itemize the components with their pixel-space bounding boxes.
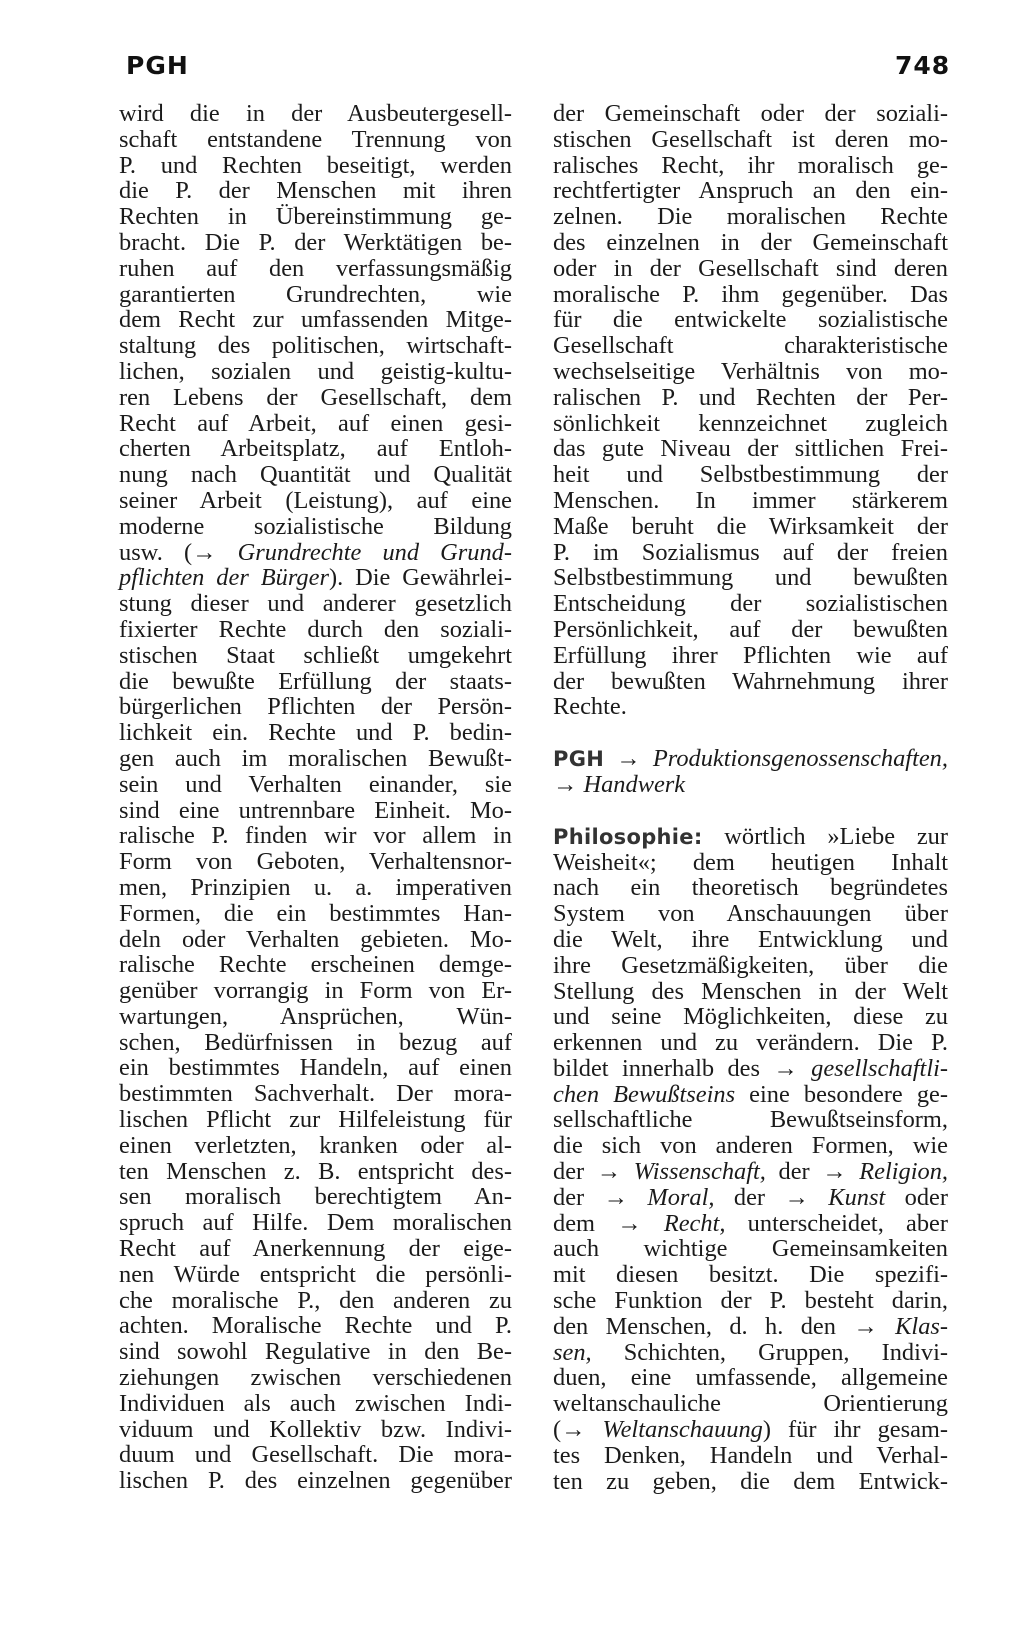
text-line: und seine Möglichkeiten, diese zu <box>553 1003 948 1031</box>
cross-reference-arrow: → <box>822 1158 847 1186</box>
text-line <box>553 1159 948 1185</box>
page-number: 748 <box>895 51 951 80</box>
text-line: duen, eine umfassende, allgemeine <box>553 1364 948 1392</box>
text-line: System von Anschauungen über <box>553 900 948 928</box>
text-line: genüber vorrangig in Form von Er- <box>119 977 512 1005</box>
text-line <box>553 1056 948 1082</box>
text-line: die bewußte Erfüllung der staats- <box>119 667 512 695</box>
text-line: erkennen und zu verändern. Die P. <box>553 1029 948 1057</box>
text-run: bildet innerhalb des <box>553 1054 774 1082</box>
text-line: ein bestimmtes Handeln, auf einen <box>119 1054 512 1082</box>
text-line: stung dieser und anderer gesetzlich <box>119 590 512 618</box>
text-line: gen auch im moralischen Bewußt- <box>119 744 512 772</box>
text-run: ( <box>553 1416 562 1444</box>
text-line: P. im Sozialismus auf der freien <box>553 538 948 566</box>
text-line: staltung des politischen, wirtschaft- <box>119 332 512 360</box>
text-line: Rechte. <box>553 693 627 721</box>
text-line: ruhen auf den verfassungsmäßig <box>119 254 512 282</box>
text-line <box>553 1185 948 1211</box>
cross-reference[interactable]: Klas- <box>877 1312 949 1340</box>
text-run: eine besondere ge- <box>735 1080 948 1108</box>
cross-reference[interactable]: Produktionsgenossenschaften, <box>652 745 948 773</box>
text-line: das gute Niveau der sittlichen Frei- <box>553 435 948 463</box>
text-run: dem <box>553 1209 618 1237</box>
text-line: rechtfertigter Anspruch an den ein- <box>553 177 948 205</box>
text-line: lischen Pflicht zur Hilfeleistung für <box>119 1106 512 1134</box>
text-line: sind sowohl Regulative in den Be- <box>119 1338 512 1366</box>
text-run: der <box>765 1158 823 1186</box>
text-line <box>553 772 948 798</box>
cross-reference-arrow: → <box>553 770 578 798</box>
text-line <box>553 1211 948 1237</box>
text-line <box>119 540 512 566</box>
cross-reference[interactable]: gesellschaftli- <box>797 1054 948 1082</box>
text-line: ralisches Recht, ihr moralisch ge- <box>553 151 948 179</box>
text-line: die Welt, ihre Entwicklung und <box>553 925 948 953</box>
entry-philosophie <box>553 824 948 850</box>
text-line <box>553 1417 948 1443</box>
text-run: Schichten, Gruppen, Indivi- <box>591 1338 948 1366</box>
text-line: wechselseitige Verhältnis von mo- <box>553 357 948 385</box>
text-line: moderne sozialistische Bildung <box>119 512 512 540</box>
text-line: der Gemeinschaft oder der soziali- <box>553 100 948 127</box>
text-line: ziehungen zwischen verschiedenen <box>119 1364 512 1392</box>
text-line: lischen P. des einzelnen gegenüber <box>119 1467 512 1495</box>
cross-reference[interactable]: Handwerk <box>583 770 686 798</box>
right-column <box>553 101 948 1494</box>
text-line: Rechten in Übereinstimmung ge- <box>119 203 512 231</box>
text-run: usw. ( <box>119 538 193 566</box>
running-head: PGH <box>126 51 189 80</box>
text-line: sind eine untrennbare Einheit. Mo- <box>119 796 512 824</box>
text-line: sellschaftliche Bewußtseinsform, <box>553 1106 948 1134</box>
text-run: der <box>714 1183 785 1211</box>
text-run: den Menschen, d. h. den <box>553 1312 854 1340</box>
text-line: bürgerlichen Pflichten der Persön- <box>119 693 512 721</box>
text-line: spruch auf Hilfe. Dem moralischen <box>119 1209 512 1237</box>
text-line: Menschen. In immer stärkerem <box>553 486 948 514</box>
cross-reference-arrow: → <box>784 1183 809 1211</box>
cross-reference[interactable]: Wissenschaft, <box>621 1158 766 1186</box>
text-line: zelnen. Die moralischen Rechte <box>553 203 948 231</box>
text-line: ralische Rechte erscheinen demge- <box>119 951 512 979</box>
text-line: P. und Rechten beseitigt, werden <box>119 151 512 179</box>
entry-headword: PGH <box>553 747 605 772</box>
text-line: schaft entstandene Trennung von <box>119 125 512 153</box>
cross-reference[interactable]: Religion, <box>846 1158 949 1186</box>
text-line: einen verletzten, kranken oder al- <box>119 1131 512 1159</box>
text-line: wartungen, Ansprüchen, Wün- <box>119 1002 512 1030</box>
text-line: ralische P. finden wir vor allem in <box>119 822 512 850</box>
cross-reference[interactable]: sen, <box>553 1338 592 1366</box>
text-line: wird die in der Ausbeutergesell- <box>119 100 512 127</box>
text-line: ten zu geben, die dem Entwick- <box>553 1467 948 1495</box>
text-line: dem Recht zur umfassenden Mitge- <box>119 306 512 334</box>
text-line: des einzelnen in der Gemeinschaft <box>553 228 948 256</box>
text-line: ralischen P. und Rechten der Per- <box>553 383 948 411</box>
text-line: bracht. Die P. der Werktätigen be- <box>119 228 512 256</box>
text-line: schen, Bedürfnissen in bezug auf <box>119 1028 512 1056</box>
text-line: seiner Arbeit (Leistung), auf eine <box>119 486 512 514</box>
text-line: ihre Gesetzmäßigkeiten, über die <box>553 951 948 979</box>
text-line: men, Prinzipien u. a. imperativen <box>119 873 512 901</box>
cross-reference-arrow: → <box>773 1054 798 1082</box>
cross-reference-arrow: → <box>561 1416 586 1444</box>
cross-reference[interactable]: Kunst <box>808 1183 886 1211</box>
cross-reference-arrow: → <box>596 1158 622 1186</box>
text-line: heit und Selbstbestimmung der <box>553 461 948 489</box>
cross-reference-arrow: → <box>192 538 217 566</box>
text-line: moralische P. ihm gegenüber. Das <box>553 280 948 308</box>
cross-reference[interactable]: Grundrechte und Grund- <box>216 538 512 566</box>
entry-gap <box>553 798 948 824</box>
cross-reference[interactable]: Weltanschauung <box>585 1416 763 1444</box>
text-line: die sich von anderen Formen, wie <box>553 1132 948 1160</box>
text-line: Recht auf Arbeit, auf einen gesi- <box>119 409 512 437</box>
left-column <box>119 101 512 1494</box>
text-line: Stellung des Menschen in der Welt <box>553 977 948 1005</box>
text-line: duum und Gesellschaft. Die mora- <box>119 1441 512 1469</box>
text-line: che moralische P., den anderen zu <box>119 1286 512 1314</box>
text-line: die P. der Menschen mit ihren <box>119 177 512 205</box>
cross-reference-arrow: → <box>617 1209 642 1237</box>
text-run: unterscheidet, aber <box>725 1209 948 1237</box>
text-line: stischen Gesellschaft ist deren mo- <box>553 125 948 153</box>
text-line: deln oder Verhalten gebieten. Mo- <box>119 925 512 953</box>
text-line: ten Menschen z. B. entspricht des- <box>119 1157 512 1185</box>
entry-gap <box>553 720 948 746</box>
text-line <box>553 1082 948 1108</box>
text-line: Gesellschaft charakteristische <box>553 332 948 360</box>
cross-reference[interactable]: Recht, <box>641 1209 726 1237</box>
text-line: ren Lebens der Gesellschaft, dem <box>119 383 512 411</box>
text-line: bestimmten Sachverhalt. Der mora- <box>119 1080 512 1108</box>
text-line: Formen, die ein bestimmtes Han- <box>119 899 512 927</box>
text-line: cherten Arbeitsplatz, auf Entloh- <box>119 435 512 463</box>
text-run: der <box>553 1183 604 1211</box>
text-line: Recht auf Anerkennung der eige- <box>119 1235 512 1263</box>
text-line: auch wichtige Gemeinsamkeiten <box>553 1235 948 1263</box>
text-line: der bewußten Wahrnehmung ihrer <box>553 667 948 695</box>
text-line: oder in der Gesellschaft sind deren <box>553 254 948 282</box>
text-line: garantierten Grundrechten, wie <box>119 280 512 308</box>
cross-reference[interactable]: Moral, <box>627 1183 715 1211</box>
text-line: fixierter Rechte durch den soziali- <box>119 615 512 643</box>
text-line: weltanschauliche Orientierung <box>553 1390 948 1418</box>
cross-reference-arrow: → <box>603 1183 628 1211</box>
text-line <box>119 565 512 591</box>
cross-reference[interactable]: chen Bewußtseins <box>553 1080 736 1108</box>
text-line <box>553 1314 948 1340</box>
text-line: nach ein theoretisch begründetes <box>553 874 948 902</box>
text-run: ). Die Gewährlei- <box>328 564 512 592</box>
text-line <box>553 1340 948 1366</box>
text-line: nung nach Quantität und Qualität <box>119 461 512 489</box>
cross-reference-arrow: → <box>853 1312 878 1340</box>
text-run: ) für ihr gesam- <box>762 1416 948 1444</box>
entry-pgh <box>553 746 948 772</box>
text-line: Maße beruht die Wirksamkeit der <box>553 512 948 540</box>
text-line: mit diesen besitzt. Die spezifi- <box>553 1261 948 1289</box>
text-line: Form von Geboten, Verhaltensnor- <box>119 848 512 876</box>
text-line: stischen Staat schließt umgekehrt <box>119 641 512 669</box>
entry-headword: Philosophie: <box>553 824 703 849</box>
text-line: sche Funktion der P. besteht darin, <box>553 1287 948 1315</box>
text-line: lichkeit ein. Rechte und P. bedin- <box>119 719 512 747</box>
text-line: Selbstbestimmung und bewußten <box>553 564 948 592</box>
text-line: tes Denken, Handeln und Verhal- <box>553 1441 948 1469</box>
text-line: achten. Moralische Rechte und P. <box>119 1312 512 1340</box>
text-line: viduum und Kollektiv bzw. Indivi- <box>119 1415 512 1443</box>
text-line: Weisheit«; dem heutigen Inhalt <box>553 848 948 876</box>
text-line: Entscheidung der sozialistischen <box>553 590 948 618</box>
text-line: lichen, sozialen und geistig-kultu- <box>119 357 512 385</box>
text-run: der <box>553 1158 597 1186</box>
text-line: Persönlichkeit, auf der bewußten <box>553 615 948 643</box>
text-line: Individuen als auch zwischen Indi- <box>119 1389 512 1417</box>
text-line: für die entwickelte sozialistische <box>553 306 948 334</box>
cross-reference[interactable]: pflichten der Bürger <box>119 564 329 592</box>
text-line: sen moralisch berechtigtem An- <box>119 1183 512 1211</box>
cross-reference-arrow: → <box>616 745 641 773</box>
text-run: wörtlich »Liebe zur <box>702 822 948 850</box>
text-run: oder <box>885 1183 948 1211</box>
text-line: sönlichkeit kennzeichnet zugleich <box>553 409 948 437</box>
text-line: Erfüllung ihrer Pflichten wie auf <box>553 641 948 669</box>
text-line: sein und Verhalten einander, sie <box>119 770 512 798</box>
text-line: nen Würde entspricht die persönli- <box>119 1260 512 1288</box>
